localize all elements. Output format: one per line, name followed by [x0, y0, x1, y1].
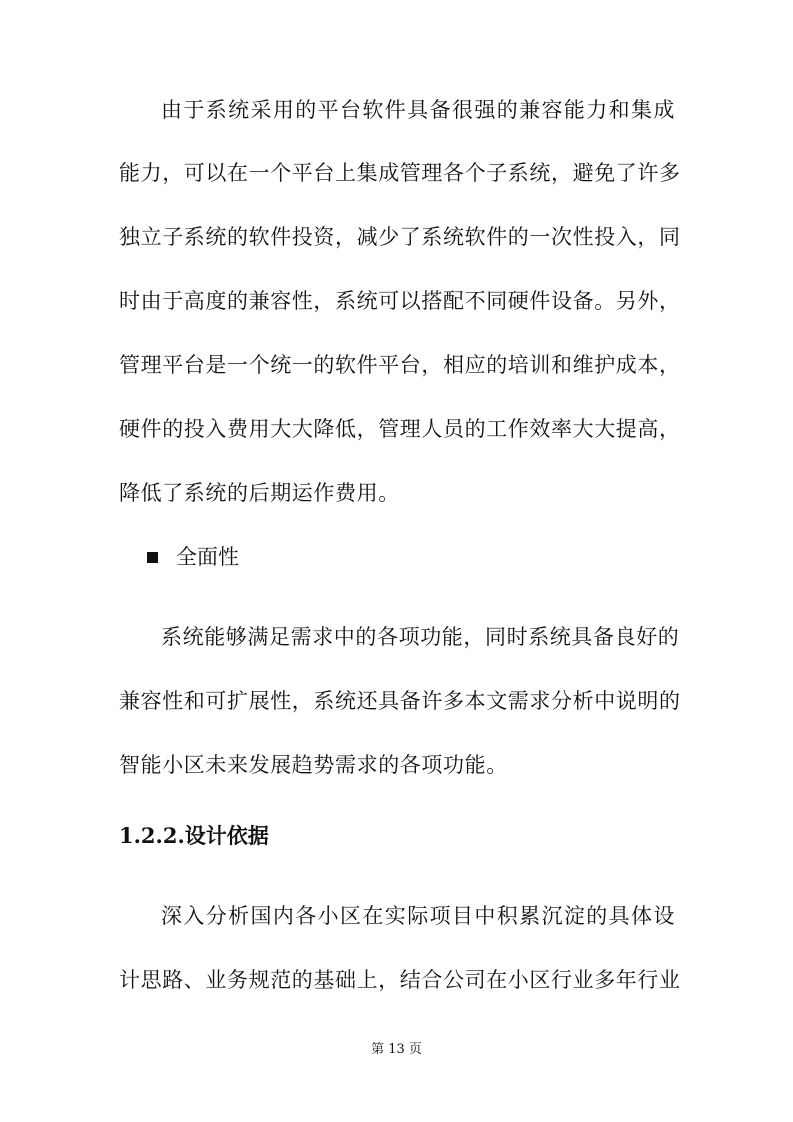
page-number: 第 13 页 [371, 1042, 422, 1057]
bullet-label: 全面性 [176, 545, 239, 569]
paragraph-line: 系统能够满足需求中的各项功能，同时系统具备良好的 [161, 625, 680, 649]
paragraph-line: 降低了系统的后期运作费用。 [119, 481, 400, 505]
paragraph-line: 硬件的投入费用大大降低，管理人员的工作效率大大提高， [119, 417, 681, 441]
paragraph-line: 能力，可以在一个平台上集成管理各个子系统，避免了许多 [119, 161, 681, 185]
paragraph-line: 深入分析国内各小区在实际项目中积累沉淀的具体设 [161, 904, 675, 928]
bullet-item-comprehensiveness [147, 543, 239, 571]
paragraph-line: 时由于高度的兼容性，系统可以搭配不同硬件设备。另外， [119, 289, 681, 313]
paragraph-line: 由于系统采用的平台软件具备很强的兼容能力和集成 [161, 98, 675, 122]
paragraph-line: 管理平台是一个统一的软件平台，相应的培训和维护成本， [119, 353, 681, 377]
paragraph-line: 计思路、业务规范的基础上，结合公司在小区行业多年行业 [119, 968, 681, 992]
paragraph-line: 兼容性和可扩展性，系统还具备许多本文需求分析中说明的 [119, 689, 681, 713]
section-heading: 1.2.2.设计依据 [119, 823, 269, 848]
square-bullet-icon [147, 552, 158, 563]
paragraph-line: 智能小区未来发展趋势需求的各项功能。 [119, 753, 508, 777]
paragraph-line: 独立子系统的软件投资，减少了系统软件的一次性投入，同 [119, 225, 681, 249]
